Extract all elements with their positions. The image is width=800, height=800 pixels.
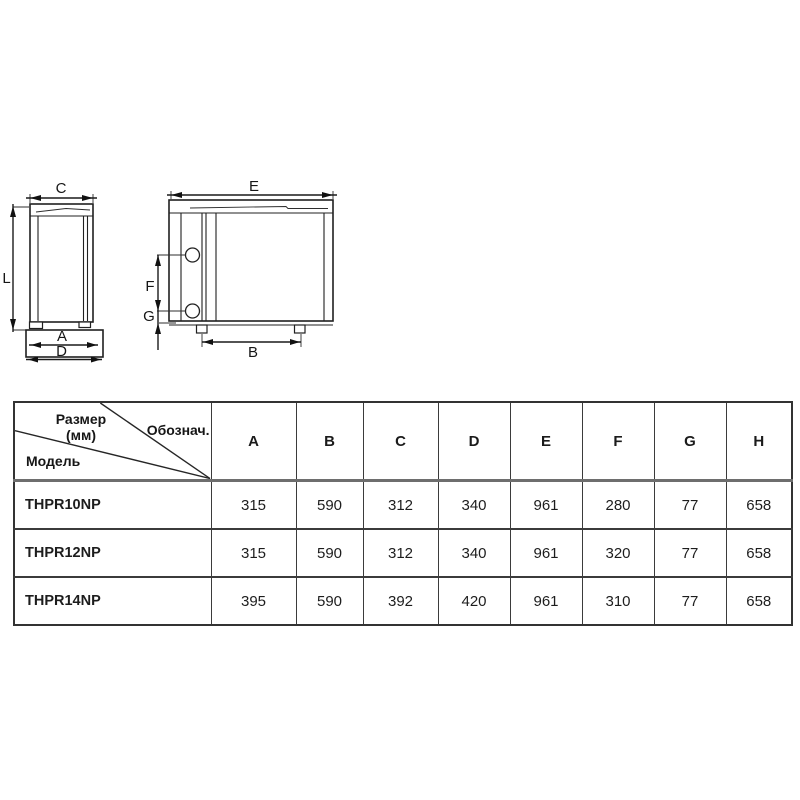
col-header-a: A [211,402,296,481]
front-view-body [159,200,333,333]
d-dimension-label: D [56,343,67,360]
arrow-right-icon [87,342,97,348]
arrow-up-icon [10,206,16,217]
b-dimension [202,334,301,361]
e-dimension-label: E [248,178,260,195]
col-header-e: E [510,402,582,481]
dim-value-cell: 658 [726,529,792,577]
upper-port-icon [186,248,200,262]
dim-value-cell: 77 [654,481,726,530]
front-left-foot [197,325,208,333]
pipe-ports [186,248,200,318]
arrow-up-icon [155,323,161,334]
front-view [143,178,337,361]
model-name-cell: THPR10NP [14,481,211,530]
c-dimension-label: C [55,180,67,197]
side-right-foot [79,322,91,328]
model-name-cell: THPR14NP [14,577,211,625]
corner-designation-label: Обознач. [146,422,210,438]
dim-value-cell: 961 [510,577,582,625]
dim-value-cell: 315 [211,481,296,530]
side-view [2,180,103,363]
arrow-right-icon [322,192,333,198]
corner-model-label: Модель [26,453,81,469]
dim-value-cell: 590 [296,577,363,625]
col-header-h: H [726,402,792,481]
size-label-text: Размер [55,411,107,427]
dim-value-cell: 340 [438,481,510,530]
dim-value-cell: 658 [726,577,792,625]
table-row [14,529,792,577]
dim-value-cell: 77 [654,577,726,625]
dim-value-cell: 315 [211,529,296,577]
header-row [14,402,792,481]
col-header-d: D [438,402,510,481]
col-header-f: F [582,402,654,481]
corner-size-label [43,411,119,443]
col-header-g: G [654,402,726,481]
side-view-body [30,204,94,329]
arrow-down-icon [155,300,161,311]
f-dimension-label: F [145,278,155,295]
dim-value-cell: 312 [363,481,438,530]
dim-value-cell: 961 [510,481,582,530]
dim-value-cell: 310 [582,577,654,625]
table-row [14,481,792,530]
a-dimension-label: A [56,328,68,345]
col-header-c: C [363,402,438,481]
dimensions-table [13,401,793,626]
arrow-right-icon [82,195,93,201]
g-dimension [143,308,161,350]
dim-value-cell: 312 [363,529,438,577]
arrow-up-icon [155,255,161,266]
arrow-left-icon [171,192,182,198]
dim-value-cell: 340 [438,529,510,577]
dim-value-cell: 392 [363,577,438,625]
arrow-left-icon [30,195,41,201]
arrow-left-icon [203,339,213,345]
dim-value-cell: 420 [438,577,510,625]
col-header-b: B [296,402,363,481]
front-right-foot [295,325,306,333]
f-dimension [145,255,185,311]
l-dimension [2,204,29,332]
arrow-down-icon [10,319,16,330]
dim-value-cell: 590 [296,529,363,577]
side-left-foot [30,322,43,329]
table-row [14,577,792,625]
table-corner-cell [14,402,211,481]
lower-port-icon [186,304,200,318]
dim-value-cell: 961 [510,529,582,577]
dim-value-cell: 320 [582,529,654,577]
e-dimension [167,178,337,199]
dim-value-cell: 590 [296,481,363,530]
dim-value-cell: 395 [211,577,296,625]
dim-value-cell: 658 [726,481,792,530]
c-dimension [26,180,97,203]
model-name-cell: THPR12NP [14,529,211,577]
size-unit-text: (мм) [65,427,97,443]
b-dimension-label: B [247,344,259,361]
dim-value-cell: 280 [582,481,654,530]
g-dimension-label: G [143,308,155,325]
dim-value-cell: 77 [654,529,726,577]
arrow-left-icon [31,342,41,348]
arrow-right-icon [290,339,300,345]
l-dimension-label: L [2,270,11,287]
